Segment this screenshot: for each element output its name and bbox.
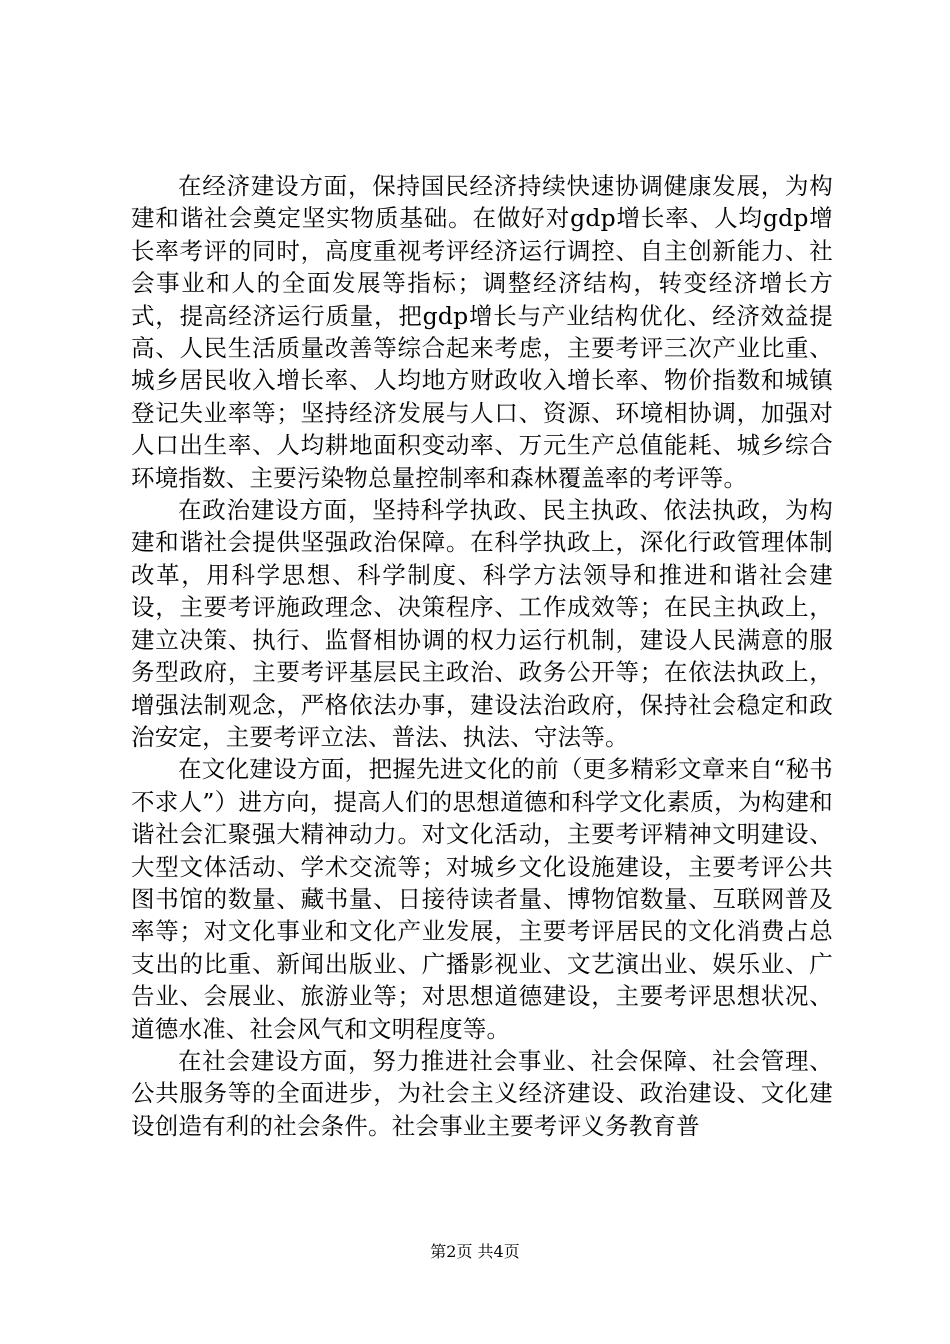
paragraph-social: 在社会建设方面，努力推进社会事业、社会保障、社会管理、公共服务等的全面进步，为社会主义经济建设、政治建设、文化建设创造有利的社会条件。社会事业主要考评义务教育普 — [131, 1046, 833, 1140]
page-number-footer: 第2页 共4页 — [430, 1242, 520, 1261]
paragraph-economic: 在经济建设方面，保持国民经济持续快速协调健康发展，为构建和谐社会奠定坚实物质基础。在做好对gdp增长率、人均gdp增长率考评的同时，高度重视考评经济运行调控、自主创新能力、社会事业和人的全面发展等指标；调整经济结构，转变经济增长方式，提高经济运行质量，把gdp增长与产业结构优化、经济效益提高、人民生活质量改善等综合起来考虑，主要考评三次产业比重、城乡居民收入增长率、人均地方财政收入增长率、物价指数和城镇登记失业率等；坚持经济发展与人口、资源、环境相协调，加强对人口出生率、人均耕地面积变动率、万元生产总值能耗、城乡综合环境指数、主要污染物总量控制率和森林覆盖率的考评等。 — [131, 172, 833, 492]
paragraph-cultural: 在文化建设方面，把握先进文化的前（更多精彩文章来自“秘书不求人”）进方向，提高人们的思想道德和科学文化素质，为构建和谐社会汇聚强大精神动力。对文化活动，主要考评精神文明建设、大型文体活动、学术交流等；对城乡文化设施建设，主要考评公共图书馆的数量、藏书量、日接待读者量、博物馆数量、互联网普及率等；对文化事业和文化产业发展，主要考评居民的文化消费占总支出的比重、新闻出版业、广播影视业、文艺演出业、娱乐业、广告业、会展业、旅游业等；对思想道德建设，主要考评思想状况、道德水准、社会风气和文明程度等。 — [131, 755, 833, 1043]
paragraph-political: 在政治建设方面，坚持科学执政、民主执政、依法执政，为构建和谐社会提供坚强政治保障。在科学执政上，深化行政管理体制改革，用科学思想、科学制度、科学方法领导和推进和谐社会建设，主要考评施政理念、决策程序、工作成效等；在民主执政上，建立决策、执行、监督相协调的权力运行机制，建设人民满意的服务型政府，主要考评基层民主政治、政务公开等；在依法执政上，增强法制观念，严格依法办事，建设法治政府，保持社会稳定和政治安定，主要考评立法、普法、执法、守法等。 — [131, 496, 833, 751]
document-body — [131, 170, 833, 1142]
